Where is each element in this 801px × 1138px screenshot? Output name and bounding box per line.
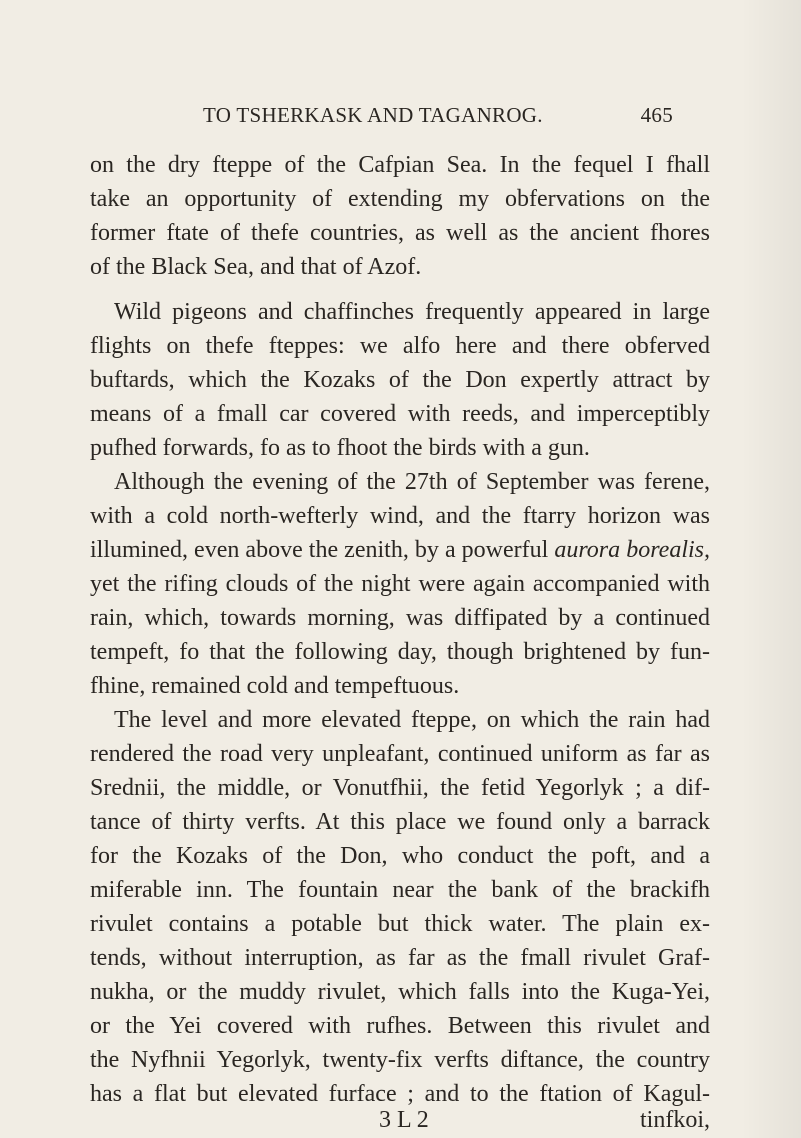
text-line: tends, without interruption, as far as the fmall rivulet Graf- <box>90 945 710 971</box>
catchword: tinfkoi, <box>640 1107 710 1133</box>
text-line: has a flat but elevated furface ; and to the ftation of Kagul- <box>90 1081 710 1107</box>
text-line: Wild pigeons and chaffinches frequently appeared in large <box>114 299 710 325</box>
page-gutter-shadow <box>741 0 801 1138</box>
text-line: take an opportunity of extending my obfervations on the <box>90 186 710 212</box>
text-line: nukha, or the muddy rivulet, which falls into the Kuga-Yei, <box>90 979 710 1005</box>
text-line: rain, which, towards morning, was diffipated by a continued <box>90 605 710 631</box>
text-line: pufhed forwards, fo as to fhoot the birds with a gun. <box>90 435 590 461</box>
signature-mark: 3 L 2 <box>379 1107 429 1133</box>
text-line: with a cold north-wefterly wind, and the ftarry horizon was <box>90 503 710 529</box>
text-line: buftards, which the Kozaks of the Don expertly attract by <box>90 367 710 393</box>
text-line: for the Kozaks of the Don, who conduct the poft, and a <box>90 843 710 869</box>
text-line: former ftate of thefe countries, as well as the ancient fhores <box>90 220 710 246</box>
text-line: The level and more elevated fteppe, on which the rain had <box>114 707 710 733</box>
text-line: fhine, remained cold and tempeftuous. <box>90 673 460 699</box>
text-line: tance of thirty verfts. At this place we found only a barrack <box>90 809 710 835</box>
text-line: yet the rifing clouds of the night were again accompanied with <box>90 571 710 597</box>
text-line: Although the evening of the 27th of September was ferene, <box>114 469 710 495</box>
text-line: tempeft, fo that the following day, though brightened by fun- <box>90 639 710 665</box>
text-line: means of a fmall car covered with reeds, and imperceptibly <box>90 401 710 427</box>
text-line: or the Yei covered with rufhes. Between this rivulet and <box>90 1013 710 1039</box>
text-line: on the dry fteppe of the Cafpian Sea. In the fequel I fhall <box>90 152 710 178</box>
text-line: illumined, even above the zenith, by a powerful aurora borealis, <box>90 537 710 563</box>
text-line: rivulet contains a potable but thick water. The plain ex- <box>90 911 710 937</box>
text-line: Srednii, the middle, or Vonutfhii, the fetid Yegorlyk ; a dif- <box>90 775 710 801</box>
text-line: flights on thefe fteppes: we alfo here and there obferved <box>90 333 710 359</box>
text-line: miferable inn. The fountain near the bank of the brackifh <box>90 877 710 903</box>
running-title: TO TSHERKASK AND TAGANROG. <box>203 103 543 127</box>
text-line: rendered the road very unpleafant, continued uniform as far as <box>90 741 710 767</box>
text-line: of the Black Sea, and that of Azof. <box>90 254 422 280</box>
text-line: the Nyfhnii Yegorlyk, twenty-fix verfts diftance, the country <box>90 1047 710 1073</box>
page-number: 465 <box>640 103 673 127</box>
italic-term: aurora borealis, <box>554 537 710 563</box>
